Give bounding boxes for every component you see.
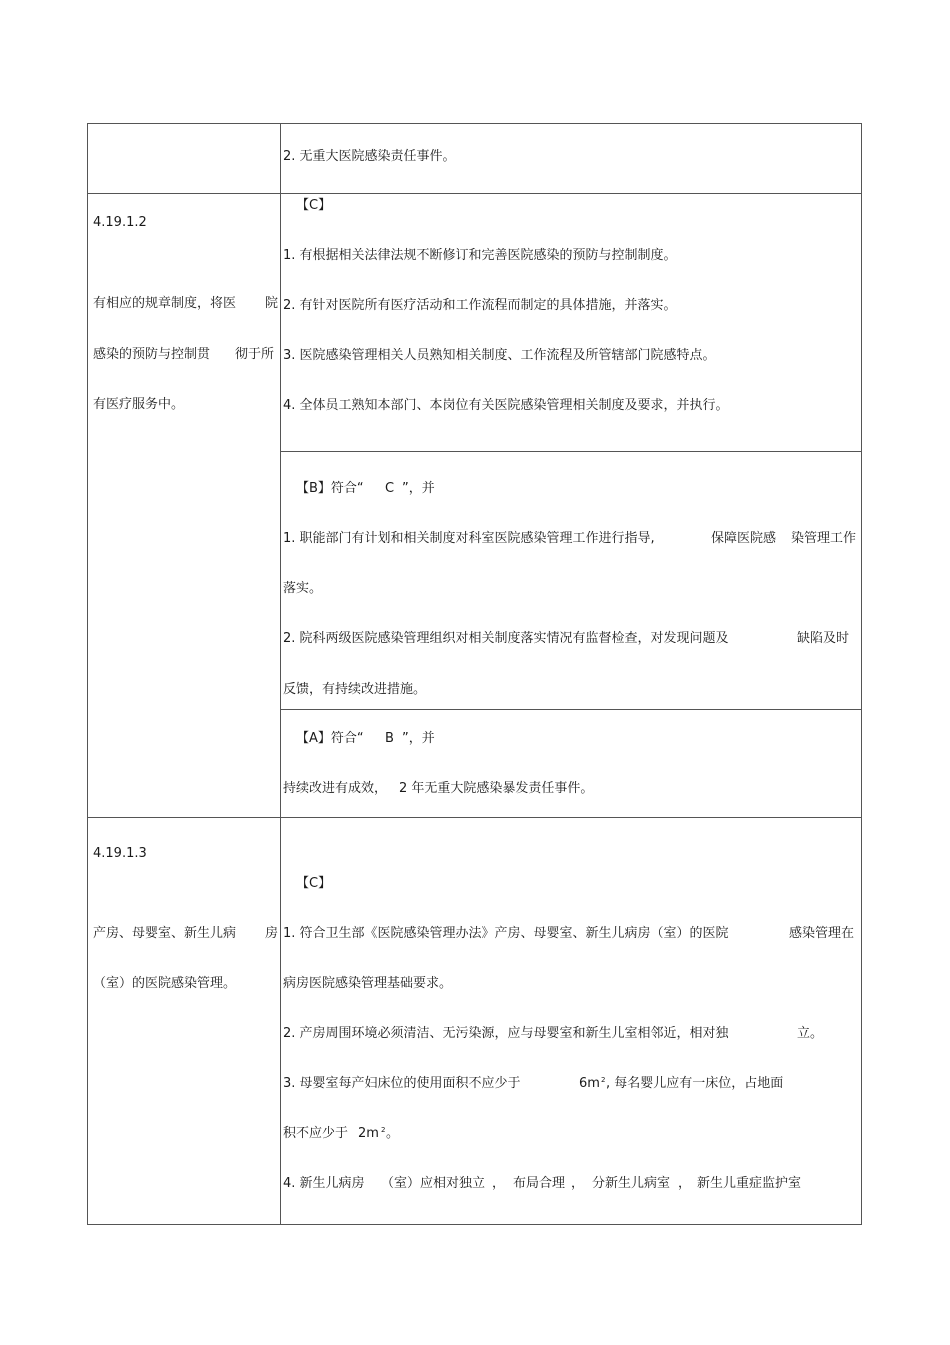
row2-b-heading: 【B】符合“ — [296, 481, 364, 496]
row2-a-heading-grade: B — [385, 731, 394, 746]
row2-desc-line1a: 有相应的规章制度，将医 — [93, 296, 237, 311]
row2-b-heading-grade: C — [385, 481, 395, 496]
row2-a-item1a: 持续改进有成效， — [283, 781, 388, 796]
row2-c-item1: 1. 有根据相关法律法规不断修订和完善医院感染的预防与控制制度。 — [283, 248, 677, 263]
row3-c-item3a: 3. 母婴室每产妇床位的使用面积不应少于 — [283, 1076, 521, 1091]
row2-desc-line1b: 院 — [265, 296, 279, 311]
row3-desc-line2: （室）的医院感染管理。 — [93, 976, 237, 991]
row3-c-item1a: 1. 符合卫生部《医院感染管理办法》产房、母婴室、新生儿病房（室）的医院 — [283, 926, 729, 941]
column-divider — [280, 123, 281, 1225]
row2-b-item2c: 反馈，有持续改进措施。 — [283, 682, 427, 697]
row3-c-heading: 【C】 — [296, 876, 332, 891]
row2-b-item1a: 1. 职能部门有计划和相关制度对科室医院感染管理工作进行指导, — [283, 531, 655, 546]
row3-c-item4e: 新生儿重症监护室 — [697, 1176, 802, 1191]
section-divider-1 — [280, 451, 862, 452]
row3-c-item2b: 立。 — [797, 1026, 824, 1041]
row3-c-item3-area2-exp: 2 — [381, 1126, 386, 1134]
row3-c-item4c: 布局合理 — [513, 1176, 566, 1191]
row2-c-heading: 【C】 — [296, 198, 332, 213]
row-divider-1 — [87, 193, 862, 194]
row1-right-text: 2. 无重大医院感染责任事件。 — [283, 149, 456, 164]
row3-c-item4a: 4. 新生儿病房 — [283, 1176, 365, 1191]
row2-b-item2b: 缺陷及时 — [797, 631, 850, 646]
row2-b-item2a: 2. 院科两级医院感染管理组织对相关制度落实情况有监督检查，对发现问题及 — [283, 631, 729, 646]
row2-a-heading-tail: ”，并 — [402, 731, 435, 746]
row2-b-item1d: 落实。 — [283, 581, 323, 596]
row3-c-item4-comma2: ， — [571, 1176, 585, 1191]
row2-b-item1c: 染管理工作 — [791, 531, 857, 546]
row2-desc-line2a: 感染的预防与控制贯 — [93, 347, 211, 362]
table-border-right — [861, 123, 862, 1225]
row2-a-heading: 【A】符合“ — [296, 731, 364, 746]
section-divider-2 — [280, 709, 862, 710]
row3-c-item3b: , 每名婴儿应有一床位，占地面 — [606, 1076, 784, 1091]
row3-c-item3-area: 6m — [579, 1076, 600, 1091]
row-divider-2 — [87, 817, 862, 818]
row3-c-item3c: 积不应少于 — [283, 1126, 349, 1141]
row3-c-item4d: 分新生儿病室 — [592, 1176, 671, 1191]
row2-b-heading-tail: ”，并 — [402, 481, 435, 496]
row2-desc-line3: 有医疗服务中。 — [93, 397, 185, 412]
table-border-top — [87, 123, 862, 124]
row3-c-item4-comma1: ， — [492, 1176, 506, 1191]
row2-a-item1b: 2 年无重大院感染暴发责任事件。 — [399, 781, 594, 796]
row2-desc-line2b: 彻于所 — [235, 347, 275, 362]
row3-c-item4b: （室）应相对独立 — [381, 1176, 486, 1191]
row3-c-item1b: 感染管理在 — [789, 926, 855, 941]
row2-c-item3: 3. 医院感染管理相关人员熟知相关制度、工作流程及所管辖部门院感特点。 — [283, 348, 716, 363]
row2-b-item1b: 保障医院感 — [711, 531, 777, 546]
row3-c-item3-area-exp: 2 — [601, 1076, 606, 1084]
table-border-left — [87, 123, 88, 1225]
row3-c-item2a: 2. 产房周围环境必须清洁、无污染源，应与母婴室和新生儿室相邻近，相对独 — [283, 1026, 729, 1041]
row3-c-item3-area2: 2m — [358, 1126, 379, 1141]
row2-c-item2: 2. 有针对医院所有医疗活动和工作流程而制定的具体措施，并落实。 — [283, 298, 677, 313]
table-border-bottom — [87, 1224, 862, 1225]
row3-desc-line1a: 产房、母婴室、新生儿病 — [93, 926, 237, 941]
row2-c-item4: 4. 全体员工熟知本部门、本岗位有关医院感染管理相关制度及要求，并执行。 — [283, 398, 729, 413]
row3-c-item1c: 病房医院感染管理基础要求。 — [283, 976, 453, 991]
row3-c-item4-comma3: ， — [678, 1176, 692, 1191]
row3-desc-line1b: 房 — [265, 926, 279, 941]
row3-c-item3d: 。 — [386, 1126, 400, 1141]
row3-code: 4.19.1.3 — [93, 846, 147, 861]
row2-code: 4.19.1.2 — [93, 215, 147, 230]
